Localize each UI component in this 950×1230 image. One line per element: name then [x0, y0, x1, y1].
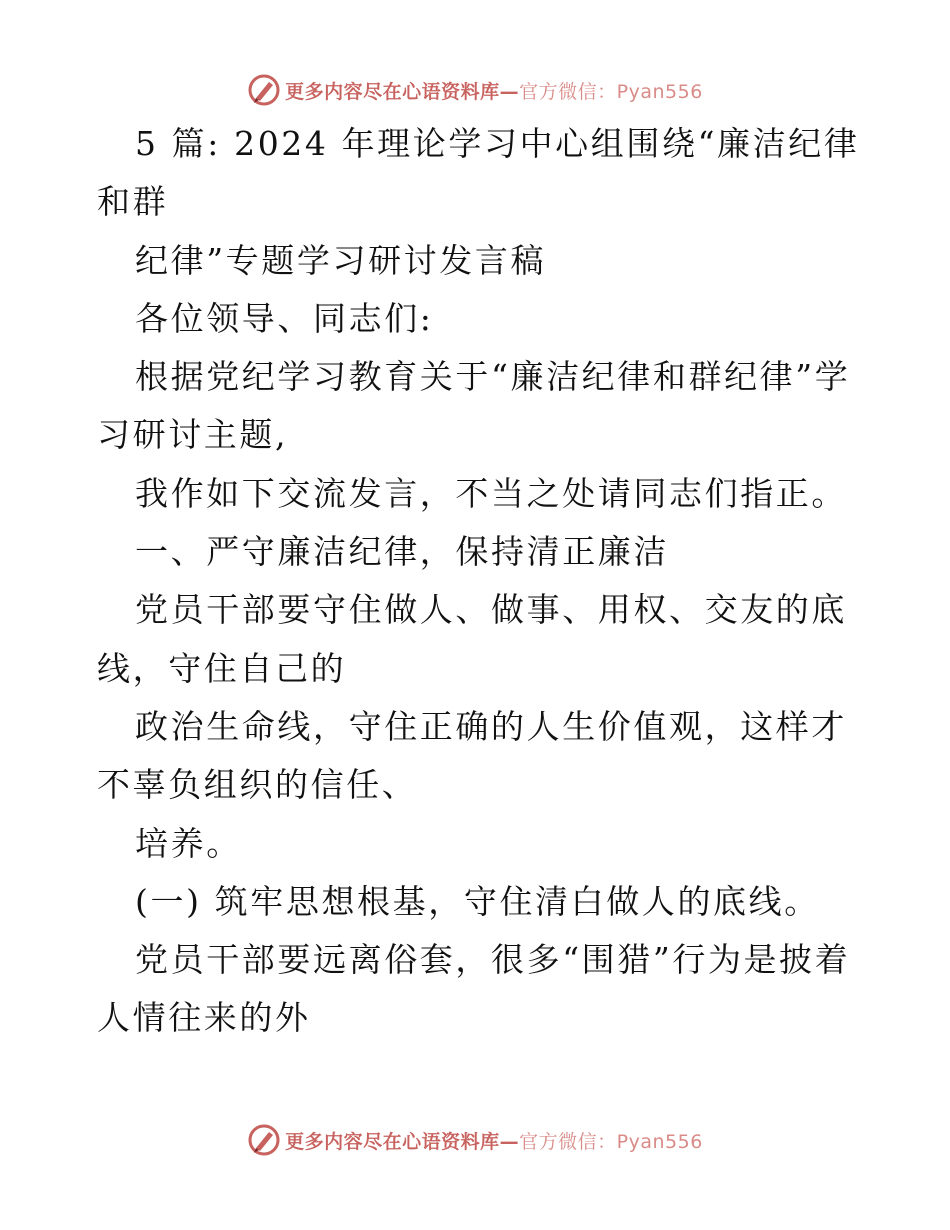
- doc-paragraph: 党员干部要守住做人、做事、用权、交友的底线，守住自己的: [97, 590, 847, 688]
- doc-subsection-heading: (一) 筑牢思想根基，守住清白做人的底线。: [135, 881, 820, 921]
- footer-banner: [0, 1120, 950, 1160]
- document-body: [97, 115, 867, 1048]
- doc-title-line-2: 纪律”专题学习研讨发言稿: [135, 240, 547, 280]
- footer-brand-text: 更多内容尽在心语资料库—官方微信：Pyan556: [285, 1130, 703, 1153]
- doc-paragraph: 政治生命线，守住正确的人生价值观，这样才不辜负组织的信任、: [97, 706, 847, 805]
- pen-logo-icon: [247, 73, 281, 107]
- header-brand-text: 更多内容尽在心语资料库—官方微信：Pyan556: [285, 80, 703, 103]
- doc-title-line-1: 5 篇: 2024 年理论学习中心组围绕“廉洁纪律和群: [97, 124, 860, 222]
- doc-paragraph: 我作如下交流发言，不当之处请同志们指正。: [135, 473, 847, 513]
- doc-section-heading: 一、严守廉洁纪律，保持清正廉洁: [135, 532, 669, 572]
- header-banner: [0, 70, 950, 110]
- pen-logo-icon: [247, 1123, 281, 1157]
- doc-salutation: 各位领导、同志们:: [135, 298, 434, 338]
- doc-paragraph: 党员干部要远离俗套，很多“围猎”行为是披着人情往来的外: [97, 940, 851, 1038]
- doc-paragraph: 根据党纪学习教育关于“廉洁纪律和群纪律”学习研讨主题,: [97, 357, 851, 455]
- doc-paragraph: 培养。: [135, 823, 242, 863]
